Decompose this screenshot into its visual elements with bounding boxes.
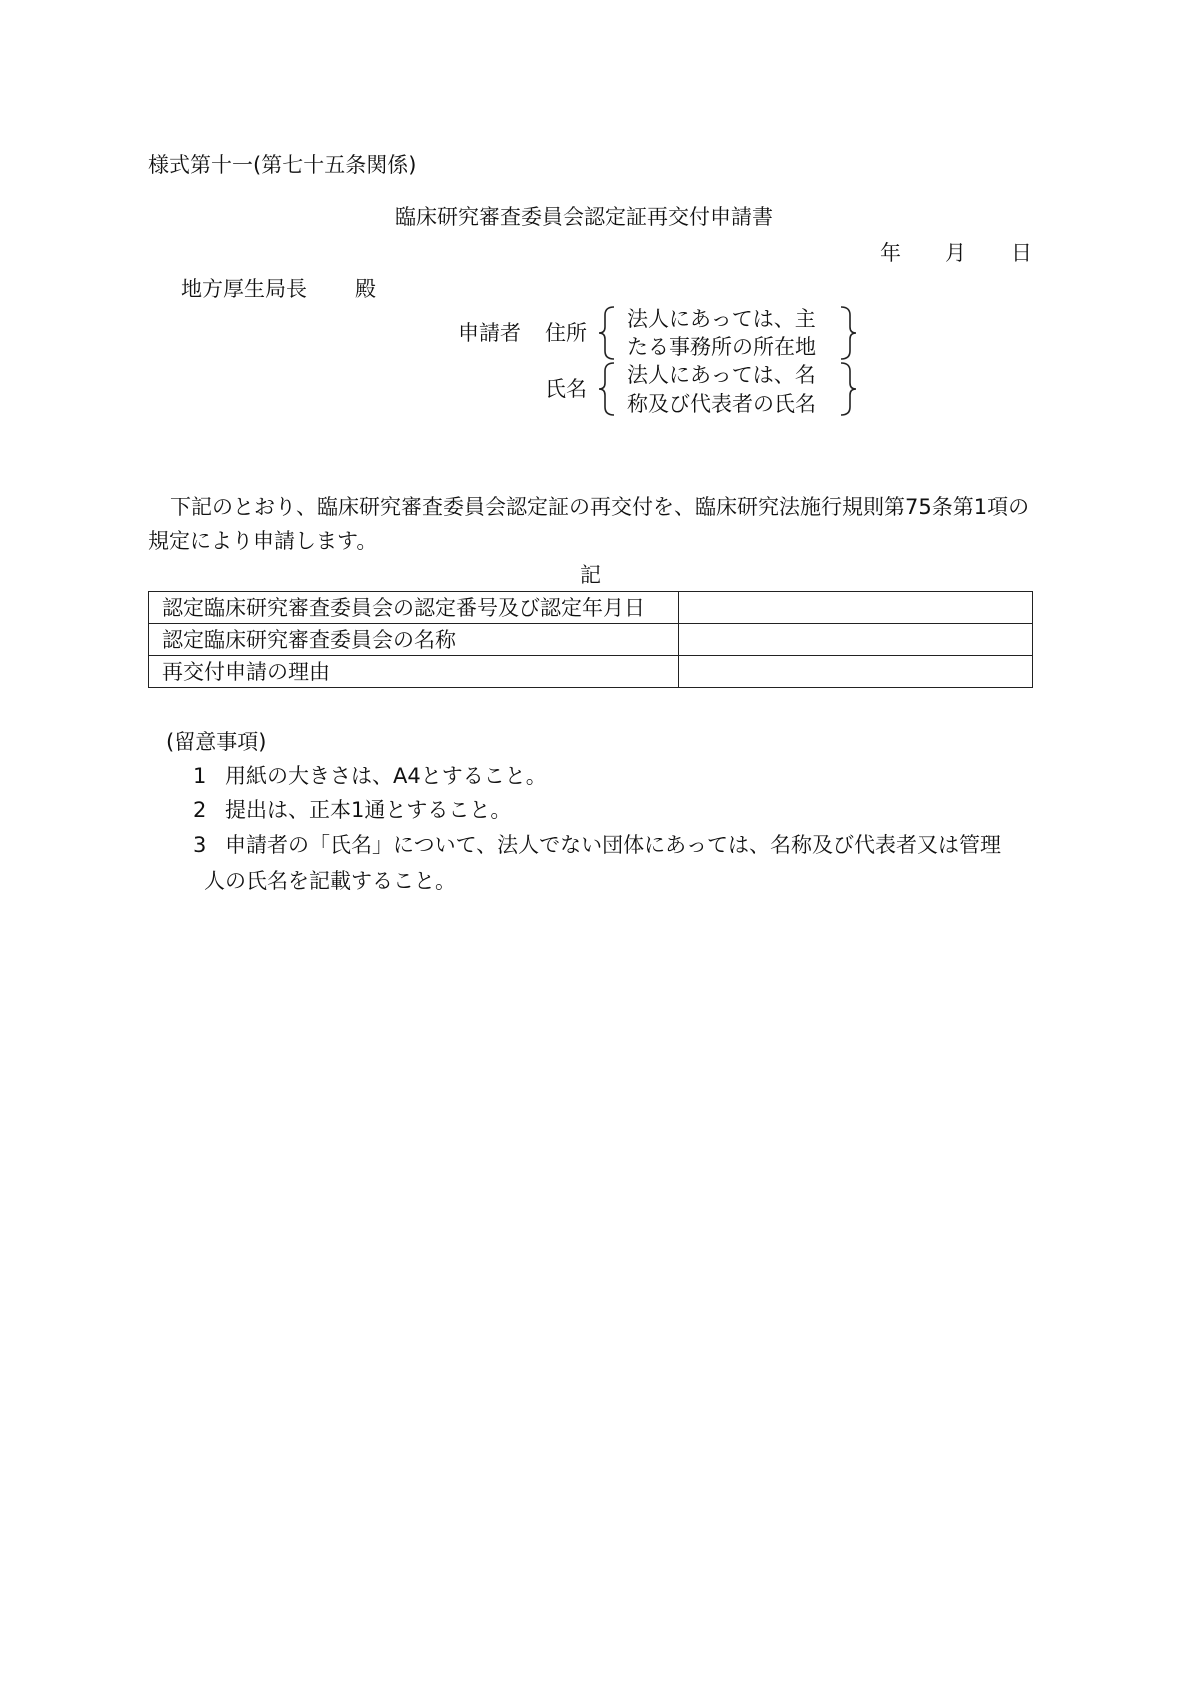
note-number: 2 [193,798,207,822]
application-record-table [148,591,1033,688]
date-year-label: 年 [880,241,901,265]
applicant-label: 申請者 [458,321,521,345]
note-item [193,759,1031,793]
address-label: 住所 [545,321,587,345]
note-text-continuation: 人の氏名を記載すること。 [204,869,456,893]
name-label: 氏名 [545,377,587,401]
name-note-line: 称及び代表者の氏名 [627,392,816,416]
row-value-field[interactable] [679,592,1033,624]
note-text: 用紙の大きさは、A4とすること。 [225,764,547,788]
document-title: 臨床研究審査委員会認定証再交付申請書 [395,205,773,229]
table-row [149,656,1033,688]
honorific: 殿 [355,277,376,301]
note-item [193,793,1031,827]
note-item [193,828,1031,862]
date-day-label: 日 [1011,241,1032,265]
note-number: 1 [193,764,207,788]
form-number: 様式第十一(第七十五条関係) [148,153,417,177]
notes-heading: (留意事項) [166,730,267,754]
body-paragraph: 下記のとおり、臨床研究審査委員会認定証の再交付を、臨床研究法施行規則第75条第1項の規定により申請します。 [148,495,1030,553]
row-value-field[interactable] [679,624,1033,656]
table-row [149,592,1033,624]
row-label: 認定臨床研究審査委員会の名称 [149,624,679,656]
address-note-line: 法人にあっては、主 [627,307,816,331]
addressee: 地方厚生局長 [181,277,307,301]
row-label: 再交付申請の理由 [149,656,679,688]
note-text: 提出は、正本1通とすること。 [225,798,512,822]
row-label: 認定臨床研究審査委員会の認定番号及び認定年月日 [149,592,679,624]
note-text: 申請者の「氏名」について、法人でない団体にあっては、名称及び代表者又は管理 [225,833,1001,857]
address-open-brace [596,304,626,362]
date-month-label: 月 [945,241,966,265]
table-row [149,624,1033,656]
note-number: 3 [193,833,207,857]
name-note-line: 法人にあっては、名 [627,363,816,387]
row-value-field[interactable] [679,656,1033,688]
name-open-brace [596,360,626,418]
address-close-brace [833,304,863,362]
name-close-brace [833,360,863,418]
address-note-line: たる事務所の所在地 [627,335,816,359]
ki-heading: 記 [580,563,601,587]
